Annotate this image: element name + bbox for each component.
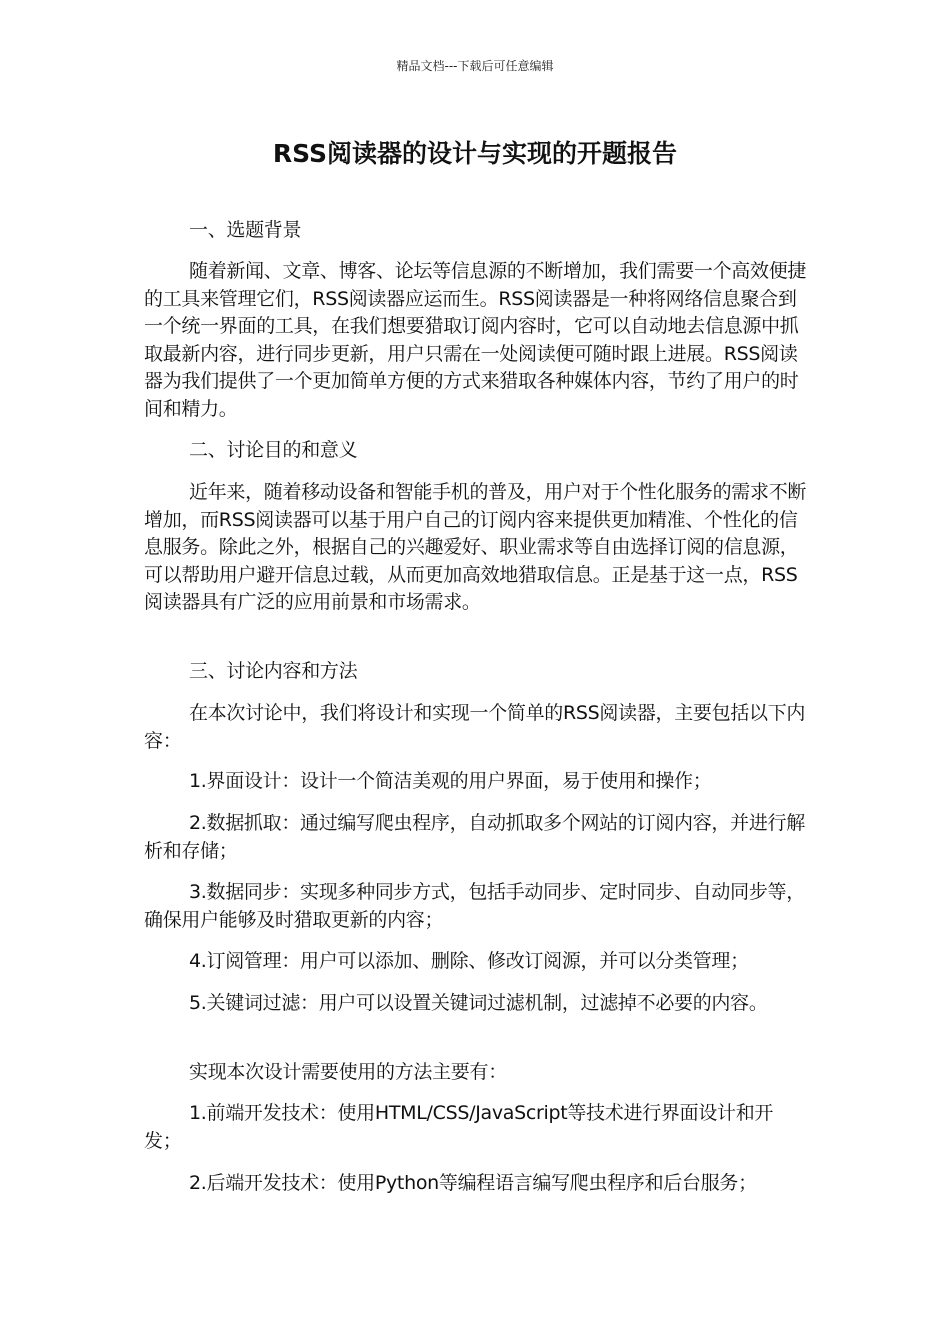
list-item-data-scraping: 2.数据抓取：通过编写爬虫程序，自动抓取多个网站的订阅内容，并进行解析和存储；	[144, 812, 805, 862]
paragraph-methods-intro: 实现本次设计需要使用的方法主要有：	[189, 1061, 507, 1083]
list-item-backend: 2.后端开发技术：使用Python等编程语言编写爬虫程序和后台服务；	[189, 1172, 757, 1194]
section-heading-purpose: 二、讨论目的和意义	[189, 439, 358, 461]
list-item-subscription-management: 4.订阅管理：用户可以添加、删除、修改订阅源，并可以分类管理；	[189, 950, 749, 972]
document-body	[144, 0, 810, 1344]
paragraph-background: 随着新闻、文章、博客、论坛等信息源的不断增加，我们需要一个高效便捷的工具来管理它们，RSS阅读器应运而生。RSS阅读器是一种将网络信息聚合到一个统一界面的工具，在我们想要猎取订阅内容时，它可以自动地去信息源中抓取最新内容，进行同步更新，用户只需在一处阅读便可随时跟上进展。RSS阅读器为我们提供了一个更加简单方便的方式来猎取各种媒体内容，节约了用户的时间和精力。	[144, 260, 807, 420]
list-item-ui-design: 1.界面设计：设计一个简洁美观的用户界面，易于使用和操作；	[189, 770, 712, 792]
list-item-keyword-filter: 5.关键词过滤：用户可以设置关键词过滤机制，过滤掉不必要的内容。	[189, 992, 768, 1014]
section-heading-content-methods: 三、讨论内容和方法	[189, 660, 358, 682]
list-item-data-sync: 3.数据同步：实现多种同步方式，包括手动同步、定时同步、自动同步等，确保用户能够及时猎取更新的内容；	[144, 881, 805, 931]
paragraph-content-intro: 在本次讨论中，我们将设计和实现一个简单的RSS阅读器，主要包括以下内容：	[144, 702, 806, 752]
page-header: 精品文档---下载后可任意编辑	[396, 59, 554, 73]
paragraph-purpose: 近年来，随着移动设备和智能手机的普及，用户对于个性化服务的需求不断增加，而RSS阅读器可以基于用户自己的订阅内容来提供更加精准、个性化的信息服务。除此之外，根据自己的兴趣爱好、职业需求等自由选择订阅的信息源，可以帮助用户避开信息过载，从而更加高效地猎取信息。正是基于这一点，RSS阅读器具有广泛的应用前景和市场需求。	[144, 481, 807, 613]
document-title: RSS阅读器的设计与实现的开题报告	[272, 139, 678, 168]
list-item-frontend: 1.前端开发技术：使用HTML/CSS/JavaScript等技术进行界面设计和开发；	[144, 1102, 774, 1152]
section-heading-background: 一、选题背景	[189, 219, 302, 241]
